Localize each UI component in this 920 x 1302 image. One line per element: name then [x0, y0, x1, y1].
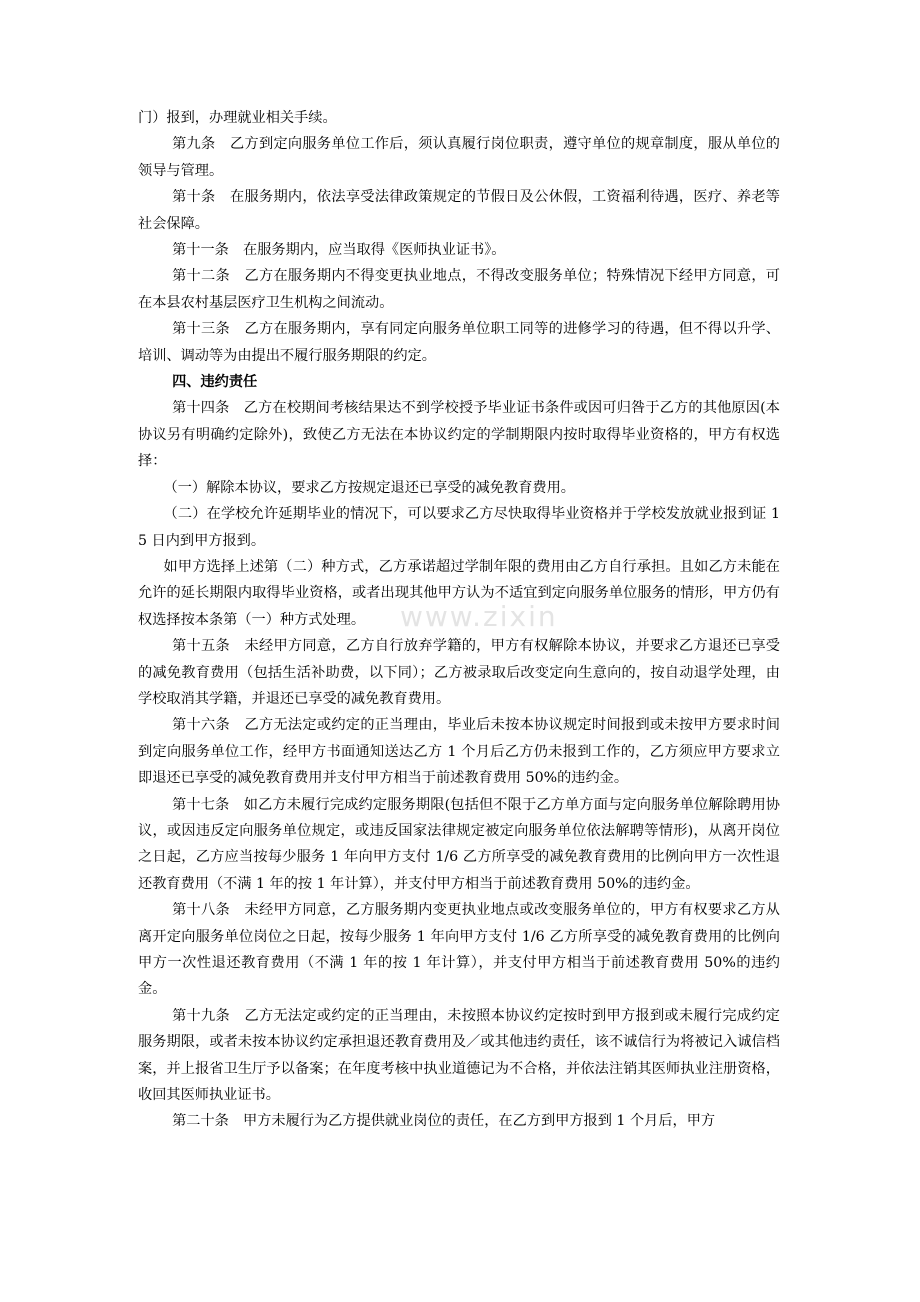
article-20-partial: 第二十条 甲方未履行为乙方提供就业岗位的责任，在乙方到甲方报到 1 个月后，甲方 [172, 1113, 716, 1130]
article-9: 第九条 乙方到定向服务单位工作后，须认真履行岗位职责，遵守单位的规章制度，服从单位的领导与管理。 [138, 136, 780, 179]
article-17: 第十七条 如乙方未履行完成约定服务期限(包括但不限于乙方单方面与定向服务单位解除聘用协议，或因违反定向服务单位规定，或违反国家法律规定被定向服务单位依法解聘等情形)，从离开岗位之日起，乙方应当按每少服务 1 年向甲方支付 1/6 乙方所享受的减免教育费用的比例向甲方一次性退还教育费用（不满 1 年的按 1 年计算），并支付甲方相当于前述教育费用 50%的违约金。 [138, 796, 780, 892]
article-11: 第十一条 在服务期内，应当取得《医师执业证书》。 [172, 242, 506, 259]
article-13: 第十三条 乙方在服务期内，享有同定向服务单位职工同等的进修学习的待遇，但不得以升学、培训、调动等为由提出不履行服务期限的约定。 [138, 321, 780, 364]
article-14-option-2: （二）在学校允许延期毕业的情况下，可以要求乙方尽快取得毕业资格并于学校发放就业报到证 15 日内到甲方报到。 [138, 506, 780, 549]
article-15: 第十五条 未经甲方同意，乙方自行放弃学籍的，甲方有权解除本协议，并要求乙方退还已享受的减免教育费用（包括生活补助费，以下同）；乙方被录取后改变定向生意向的，按自动退学处理，由学校取消其学籍，并退还已享受的减免教育费用。 [138, 638, 780, 707]
article-14: 第十四条 乙方在校期间考核结果达不到学校授予毕业证书条件或因可归咎于乙方的其他原因(本协议另有明确约定除外)，致使乙方无法在本协议约定的学制期限内按时取得毕业资格的，甲方有权选择： [138, 400, 780, 470]
paragraph-continuation: 门）报到，办理就业相关手续。 [138, 110, 337, 126]
article-14-note: 如甲方选择上述第（二）种方式，乙方承诺超过学制年限的费用由乙方自行承担。且如乙方未能在允许的延长期限内取得毕业资格，或者出现其他甲方认为不适宜到定向服务单位服务的情形，甲方仍有权选择按本条第（一）种方式处理。 [138, 558, 780, 628]
document-body [138, 105, 780, 1135]
watermark: www.zixin [400, 600, 558, 633]
article-14-option-1: （一）解除本协议，要求乙方按规定退还已享受的减免教育费用。 [163, 479, 575, 496]
section-heading-breach-liability: 四、违约责任 [172, 374, 258, 391]
article-12: 第十二条 乙方在服务期内不得变更执业地点，不得改变服务单位；特殊情况下经甲方同意，可在本县农村基层医疗卫生机构之间流动。 [138, 268, 780, 311]
article-10: 第十条 在服务期内，依法享受法律政策规定的节假日及公休假，工资福利待遇，医疗、养老等社会保障。 [138, 189, 780, 232]
article-18: 第十八条 未经甲方同意，乙方服务期内变更执业地点或改变服务单位的，甲方有权要求乙方从离开定向服务单位岗位之日起，按每少服务 1 年向甲方支付 1/6 乙方所享受的减免教育费用的比例向甲方一次性退还教育费用（不满 1 年的按 1 年计算），并支付甲方相当于前述教育费用 50%的违约金。 [138, 902, 780, 998]
article-19: 第十九条 乙方无法定或约定的正当理由，未按照本协议约定按时到甲方报到或未履行完成约定服务期限，或者未按本协议约定承担退还教育费用及／或其他违约责任，该不诚信行为将被记入诚信档案，并上报省卫生厅予以备案；在年度考核中执业道德记为不合格，并依法注销其医师执业注册资格，收回其医师执业证书。 [138, 1007, 780, 1104]
article-16: 第十六条 乙方无法定或约定的正当理由，毕业后未按本协议规定时间报到或未按甲方要求时间到定向服务单位工作，经甲方书面通知送达乙方 1 个月后乙方仍未报到工作的，乙方须应甲方要求立即退还已享受的减免教育费用并支付甲方相当于前述教育费用 50%的违约金。 [138, 717, 780, 787]
